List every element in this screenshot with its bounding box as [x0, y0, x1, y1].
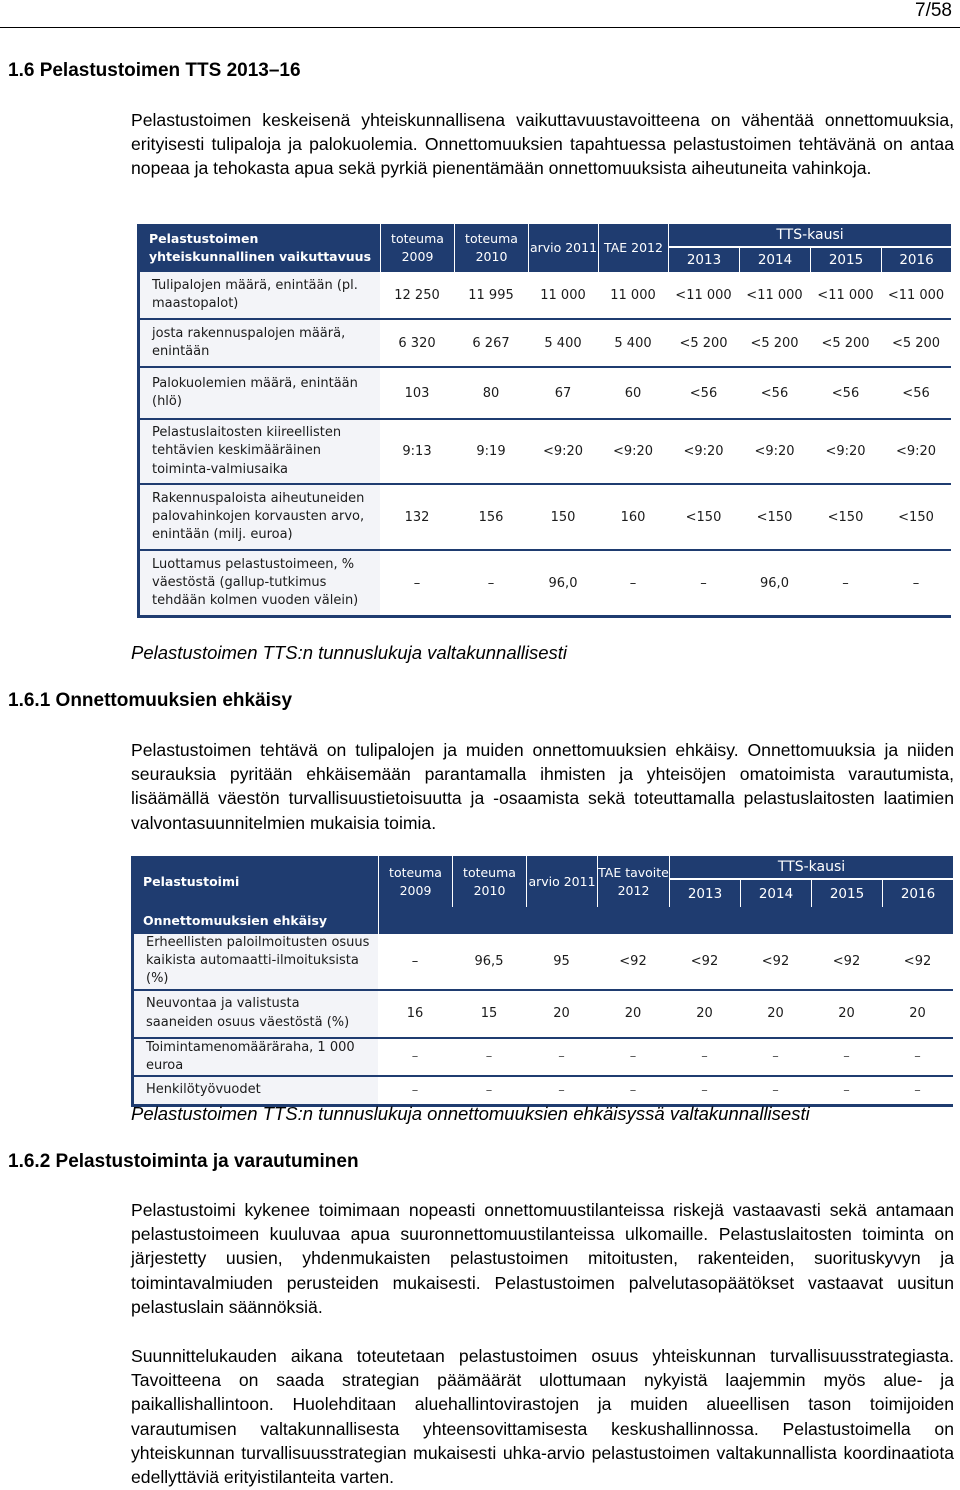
- cell-value: –: [452, 1039, 526, 1077]
- table-row: [137, 320, 951, 368]
- cell-value: <5 200: [668, 320, 739, 368]
- cell-value: 9:13: [380, 420, 454, 485]
- cell-value: –: [378, 934, 452, 991]
- subheader-band: [378, 907, 953, 934]
- cell-value: –: [526, 1039, 597, 1077]
- table-row: [131, 1039, 953, 1077]
- section-heading-1-6: 1.6 Pelastustoimen TTS 2013–16: [8, 60, 301, 81]
- tts-period-header: TTS-kausi: [668, 224, 951, 248]
- table-row: [137, 368, 951, 420]
- tts-year-header: 2015: [811, 880, 882, 907]
- cell-value: <56: [810, 368, 881, 420]
- tts-year-header: 2013: [669, 880, 740, 907]
- cell-value: <92: [811, 934, 882, 991]
- section-heading-1-6-2: 1.6.2 Pelastustoiminta ja varautuminen: [8, 1151, 359, 1172]
- cell-value: <9:20: [881, 420, 951, 485]
- table-row: [131, 991, 953, 1039]
- table-row: [137, 420, 951, 485]
- cell-value: –: [810, 551, 881, 618]
- cell-value: <11 000: [739, 272, 810, 320]
- cell-value: <5 200: [739, 320, 810, 368]
- cell-value: <9:20: [739, 420, 810, 485]
- column-header: TAE tavoite 2012: [597, 856, 669, 907]
- cell-value: 9:19: [454, 420, 528, 485]
- tts-year-header: 2016: [882, 880, 953, 907]
- cell-value: <56: [881, 368, 951, 420]
- cell-value: –: [454, 551, 528, 618]
- cell-value: –: [668, 551, 739, 618]
- cell-value: –: [669, 1077, 740, 1107]
- row-label: Tulipalojen määrä, enintään (pl. maastopalot): [137, 272, 380, 320]
- cell-value: 6 320: [380, 320, 454, 368]
- column-header: TAE 2012: [598, 224, 668, 272]
- cell-value: –: [882, 1077, 953, 1107]
- cell-value: –: [669, 1039, 740, 1077]
- cell-value: <150: [739, 485, 810, 551]
- cell-value: <56: [739, 368, 810, 420]
- cell-value: 96,0: [528, 551, 598, 618]
- row-label: Pelastuslaitosten kiireellisten tehtävien keskimääräinen toiminta-valmiusaika: [137, 420, 380, 485]
- row-label: josta rakennuspalojen määrä, enintään: [137, 320, 380, 368]
- cell-value: 12 250: [380, 272, 454, 320]
- cell-value: 16: [378, 991, 452, 1039]
- cell-value: <56: [668, 368, 739, 420]
- cell-value: 67: [528, 368, 598, 420]
- column-header: toteuma 2009: [380, 224, 454, 272]
- cell-value: <9:20: [598, 420, 668, 485]
- row-label: Neuvontaa ja valistusta saaneiden osuus väestöstä (%): [131, 991, 378, 1039]
- cell-value: <11 000: [668, 272, 739, 320]
- table1-caption: Pelastustoimen TTS:n tunnuslukuja valtakunnallisesti: [131, 642, 568, 663]
- cell-value: <11 000: [810, 272, 881, 320]
- readiness-paragraph-2: Suunnittelukauden aikana toteutetaan pelastustoimen osuus yhteiskunnan turvallisuusstrategiasta. Tavoitteena on saada strategian päämäärät ulottumaan nykyistä laajemmin myös alue- ja paikallishallintoon. Huolehditaan aluehallintovirastojen ja muiden alueellisen tason toimijoiden varautumisen valtakunnallisesta yhteensovittamisesta keskushallinnossa. Pelastustoimella on yhteiskunnan turvallisuusstrategian mukaisesti uhka-arvio pelastustoimen valtakunnallista koordinaatiota edellyttäviä erityistilanteita varten.: [131, 1346, 954, 1488]
- cell-value: <9:20: [810, 420, 881, 485]
- tts-year-header: 2016: [881, 248, 951, 272]
- cell-value: –: [881, 551, 951, 618]
- cell-value: <92: [740, 934, 811, 991]
- cell-value: 5 400: [528, 320, 598, 368]
- cell-value: 20: [526, 991, 597, 1039]
- table-row: [137, 551, 951, 618]
- table-row: [137, 272, 951, 320]
- cell-value: <11 000: [881, 272, 951, 320]
- intro-paragraph: Pelastustoimen keskeisenä yhteiskunnallisena vaikuttavuustavoitteena on vähentää onnettomuuksia, erityisesti tulipaloja ja palokuolemia. Onnettomuuksien tapahtuessa pelastustoimen tehtävänä on antaa nopeaa ja tehokasta apua sekä pyrkiä pienentämään onnettomuuksista aiheutuneita vahinkoja.: [131, 110, 954, 179]
- cell-value: –: [380, 551, 454, 618]
- header-rule: [0, 27, 960, 28]
- cell-value: 80: [454, 368, 528, 420]
- cell-value: <9:20: [528, 420, 598, 485]
- cell-value: 20: [811, 991, 882, 1039]
- cell-value: <5 200: [810, 320, 881, 368]
- column-header: arvio 2011: [528, 224, 598, 272]
- cell-value: 96,0: [739, 551, 810, 618]
- row-label: Rakennuspaloista aiheutuneiden palovahinkojen korvausten arvo, enintään (milj. euroa): [137, 485, 380, 551]
- cell-value: 11 000: [528, 272, 598, 320]
- prevention-paragraph: Pelastustoimen tehtävä on tulipalojen ja muiden onnettomuuksien ehkäisy. Onnettomuuksia ja niiden seurauksia pyritään ehkäisemään parantamalla ihmisten ja yhteisöjen omatoimista varautumista, lisäämällä väestön turvallisuustietoisuutta ja -osaamista sekä toteuttamalla pelastuslaitosten laatimien valvontasuunnitelmien mukaisia toimia.: [131, 740, 954, 833]
- column-header: arvio 2011: [526, 856, 597, 907]
- cell-value: –: [378, 1077, 452, 1107]
- column-header: toteuma 2010: [454, 224, 528, 272]
- row-label: Palokuolemien määrä, enintään (hlö): [137, 368, 380, 420]
- cell-value: <150: [881, 485, 951, 551]
- cell-value: <92: [669, 934, 740, 991]
- cell-value: 11 000: [598, 272, 668, 320]
- cell-value: 11 995: [454, 272, 528, 320]
- cell-value: –: [526, 1077, 597, 1107]
- cell-value: –: [597, 1039, 669, 1077]
- cell-value: 60: [598, 368, 668, 420]
- cell-value: 15: [452, 991, 526, 1039]
- column-header: toteuma 2009: [378, 856, 452, 907]
- row-label: Henkilötyövuodet: [131, 1077, 378, 1107]
- cell-value: 150: [528, 485, 598, 551]
- cell-value: 6 267: [454, 320, 528, 368]
- table-row: [131, 934, 953, 991]
- cell-value: 20: [597, 991, 669, 1039]
- cell-value: <150: [668, 485, 739, 551]
- kpi-table-vaikuttavuus: [137, 224, 951, 618]
- kpi-table-ehkaisy: [131, 856, 953, 1107]
- cell-value: 96,5: [452, 934, 526, 991]
- table-header-label: Pelastustoimi: [131, 856, 378, 907]
- cell-value: –: [452, 1077, 526, 1107]
- cell-value: –: [378, 1039, 452, 1077]
- cell-value: 156: [454, 485, 528, 551]
- cell-value: 95: [526, 934, 597, 991]
- row-label: Erheellisten paloilmoitusten osuus kaikista automaatti-ilmoituksista (%): [131, 934, 378, 991]
- page-number: 7/58: [915, 0, 952, 21]
- tts-period-header: TTS-kausi: [669, 856, 953, 880]
- cell-value: 160: [598, 485, 668, 551]
- row-label: Luottamus pelastustoimeen, % väestöstä (gallup-tutkimus tehdään kolmen vuoden välein): [137, 551, 380, 618]
- cell-value: –: [811, 1039, 882, 1077]
- tts-year-header: 2015: [810, 248, 881, 272]
- tts-year-header: 2013: [668, 248, 739, 272]
- readiness-paragraph-1: Pelastustoimi kykenee toimimaan nopeasti onnettomuustilanteissa riskejä vastaavasti sekä antamaan pelastustoimeen kuuluvaa apua suuronnettomuustilanteissa ulkomaille. Pelastuslaitosten toiminta on järjestetty uusien, yhdenmukaisten pelastustoimen mitoitusten, rakenteiden, suorituskyvyn ja toimintavalmiuden perusteiden mukaisesti. Pelastustoimen palvelutasopäätökset vastaavat uusitun pelastuslain säännöksiä.: [131, 1200, 954, 1317]
- cell-value: –: [598, 551, 668, 618]
- column-header: toteuma 2010: [452, 856, 526, 907]
- cell-value: –: [740, 1077, 811, 1107]
- cell-value: –: [597, 1077, 669, 1107]
- cell-value: –: [811, 1077, 882, 1107]
- cell-value: <150: [810, 485, 881, 551]
- cell-value: <92: [597, 934, 669, 991]
- cell-value: <92: [882, 934, 953, 991]
- cell-value: –: [882, 1039, 953, 1077]
- table-header-label: Pelastustoimen yhteiskunnallinen vaikuttavuus: [137, 224, 380, 272]
- cell-value: 20: [669, 991, 740, 1039]
- table2-caption: Pelastustoimen TTS:n tunnuslukuja onnettomuuksien ehkäisyssä valtakunnallisesti: [131, 1103, 810, 1124]
- cell-value: 5 400: [598, 320, 668, 368]
- row-label: Toimintamenomääräraha, 1 000 euroa: [131, 1039, 378, 1077]
- cell-value: <5 200: [881, 320, 951, 368]
- tts-year-header: 2014: [740, 880, 811, 907]
- cell-value: 20: [882, 991, 953, 1039]
- section-heading-1-6-1: 1.6.1 Onnettomuuksien ehkäisy: [8, 690, 293, 711]
- cell-value: <9:20: [668, 420, 739, 485]
- table-subheader-label: Onnettomuuksien ehkäisy: [131, 907, 378, 934]
- table-row: [137, 485, 951, 551]
- cell-value: 103: [380, 368, 454, 420]
- cell-value: 20: [740, 991, 811, 1039]
- cell-value: 132: [380, 485, 454, 551]
- tts-year-header: 2014: [739, 248, 810, 272]
- cell-value: –: [740, 1039, 811, 1077]
